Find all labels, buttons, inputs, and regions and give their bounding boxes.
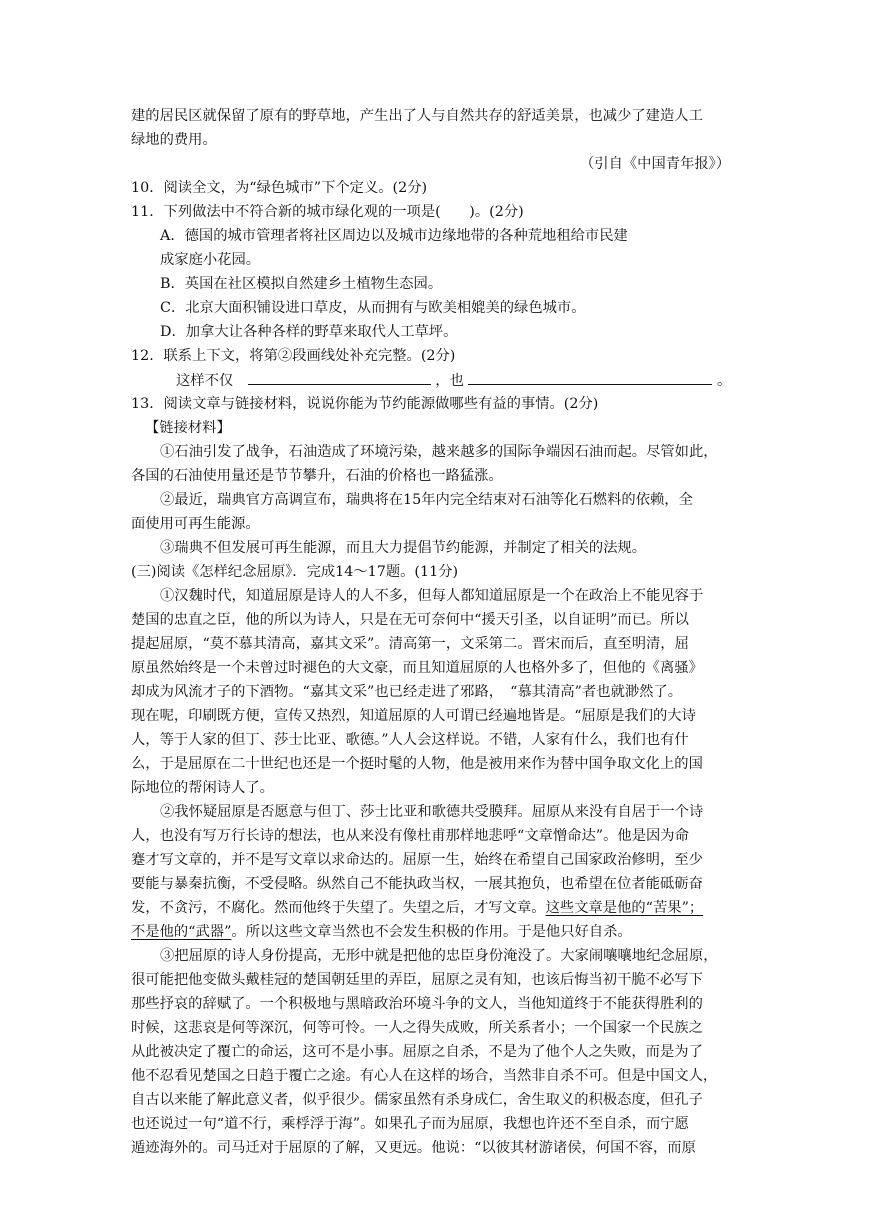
paragraph-line: 却成为风流才子的下酒物。“嘉其文采”也已经走进了邪路， “慕其清高”者也就渺然了。 [131,684,683,700]
paragraph-text: 。所以这些文章当然也不会发生积极的作用。于是他只好自杀。 [231,924,632,940]
link-line: ②最近，瑞典官方高调宣布，瑞典将在15年内完全结束对石油等化石燃料的依赖，全 [160,492,693,508]
link-line: 各国的石油使用量还是节节攀升，石油的价格也一路猛涨。 [131,468,503,484]
paragraph-line [131,896,703,920]
paragraph-line: 自古以来能了解此意义者，似乎很少。儒家虽然有杀身成仁，舍生取义的积极态度，但孔子 [131,1092,703,1108]
paragraph-line [131,920,632,944]
question-11: 11．下列做法中不符合新的城市绿化观的一项是( )。(2分) [131,204,524,220]
paragraph-line: 人，也没有写万行长诗的想法，也从来没有像杜甫那样地悲呼“文章憎命达”。他是因为命 [131,828,689,844]
paragraph-line: 么，于是屈原在二十世纪也还是一个挺时髦的人物，他是被用来作为替中国争取文化上的国 [131,756,703,772]
answer-blank-1[interactable] [248,368,431,385]
paragraph-line: 提起屈原，“莫不慕其清高，嘉其文采”。清高第一，文采第二。晋宋而后，直至明清，屈 [131,636,689,652]
paragraph-line: ①汉魏时代，知道屈原是诗人的人不多，但每人都知道屈原是一个在政治上不能见容于 [160,588,704,604]
option-a: A．德国的城市管理者将社区周边以及城市边缘地带的各种荒地租给市民建 [160,228,628,244]
link-line: ①石油引发了战争，石油造成了环境污染，越来越多的国际争端因石油而起。尽管如此， [160,444,718,460]
source-citation: （引自《中国青年报》） [580,156,731,172]
paragraph-line: 绿地的费用。 [131,132,217,148]
paragraph-line: 人，等于人家的但丁、莎士比亚、歌德。”人人会这样说。不错，人家有什么，我们也有什 [131,732,689,748]
paragraph-line: 他不忍看见楚国之日趋于覆亡之途。有心人在这样的场合，当然非自杀不可。但是中国文人， [131,1068,718,1084]
option-b: B．英国在社区模拟自然建乡土植物生态园。 [160,276,443,292]
paragraph-line: ③把屈原的诗人身份提高，无形中就是把他的忠臣身份淹没了。大家闹嚷嚷地纪念屈原， [160,948,718,964]
underlined-phrase-2: 不是他的“武器” [131,924,232,940]
link-line: ③瑞典不但发展可再生能源，而且大力提倡节约能源，并制定了相关的法规。 [160,540,647,556]
paragraph-text: 发，不贪污，不腐化。然而他终于失望了。失望之后，才写文章。 [131,900,546,916]
paragraph-line: 际地位的帮闲诗人了。 [131,780,274,796]
paragraph-line: 蹇才写文章的，并不是写文章以求命达的。屈原一生，始终在希望自己国家政治修明，至少 [131,852,703,868]
underlined-phrase-1: 这些文章是他的“苦果”； [545,900,704,916]
paragraph-line: 现在呢，印刷既方便，宣传又热烈，知道屈原的人可谓已经遍地皆是。“屈原是我们的大诗 [131,708,696,724]
link-line: 面使用可再生能源。 [131,516,260,532]
paragraph-line: 那些抒哀的辞赋了。一个积极地与黑暗政治环境斗争的文人，当他知道终于不能获得胜利的 [131,996,703,1012]
paragraph-line: 也还说过一句“道不行，乘桴浮于海”。如果孔子而为屈原，我想也许还不至自杀，而宁愿 [131,1116,689,1132]
paragraph-line: 从此被决定了覆亡的命运，这可不是小事。屈原之自杀，不是为了他个人之失败，而是为了 [131,1044,703,1060]
section-three-heading: (三)阅读《怎样纪念屈原》．完成14～17题。(11分) [131,564,459,580]
fill-mid: ，也 [435,373,464,389]
paragraph-line: 楚国的忠直之臣，他的所以为诗人，只是在无可奈何中“援天引圣，以自证明”而已。所以 [131,612,689,628]
question-13: 13．阅读文章与链接材料，说说你能为节约能源做哪些有益的事情。(2分) [131,396,599,412]
paragraph-line: 时候，这悲哀是何等深沉，何等可怜。一人之得失成败，所关系者小；一个国家一个民族之 [131,1020,703,1036]
paragraph-line: 要能与暴秦抗衡，不受侵略。纵然自己不能执政当权，一展其抱负，也希望在位者能砥砺奋 [131,876,703,892]
option-c: C．北京大面积铺设进口草皮，从而拥有与欧美相媲美的绿色城市。 [160,300,586,316]
question-12: 12．联系上下文，将第②段画线处补充完整。(2分) [131,348,456,364]
paragraph-line: 很可能把他变做头戴桂冠的楚国朝廷里的弄臣，屈原之灵有知，也该后悔当初干脆不必写下 [131,972,703,988]
paragraph-line: ②我怀疑屈原是否愿意与但丁、莎士比亚和歌德共受膜拜。屈原从来没有自居于一个诗 [160,804,704,820]
question-12-fill [176,368,731,393]
question-10: 10．阅读全文，为“绿色城市”下个定义。(2分) [131,180,428,196]
fill-prefix: 这样不仅 [176,373,234,389]
paragraph-line: 建的居民区就保留了原有的野草地，产生出了人与自然共存的舒适美景，也减少了建造人工 [131,108,703,124]
link-material-title: 【链接材料】 [145,420,231,436]
paragraph-line: 遁迹海外的。司马迁对于屈原的了解，又更远。他说：“以彼其材游诸侯，何国不容，而原 [131,1140,696,1156]
fill-end: 。 [716,373,732,389]
paragraph-line: 原虽然始终是一个未曾过时褪色的大文豪，而且知道屈原的人也格外多了，但他的《离骚》 [131,660,703,676]
option-a-continued: 成家庭小花园。 [160,252,261,268]
option-d: D．加拿大让各种各样的野草来取代人工草坪。 [160,324,458,340]
answer-blank-2[interactable] [468,368,712,385]
